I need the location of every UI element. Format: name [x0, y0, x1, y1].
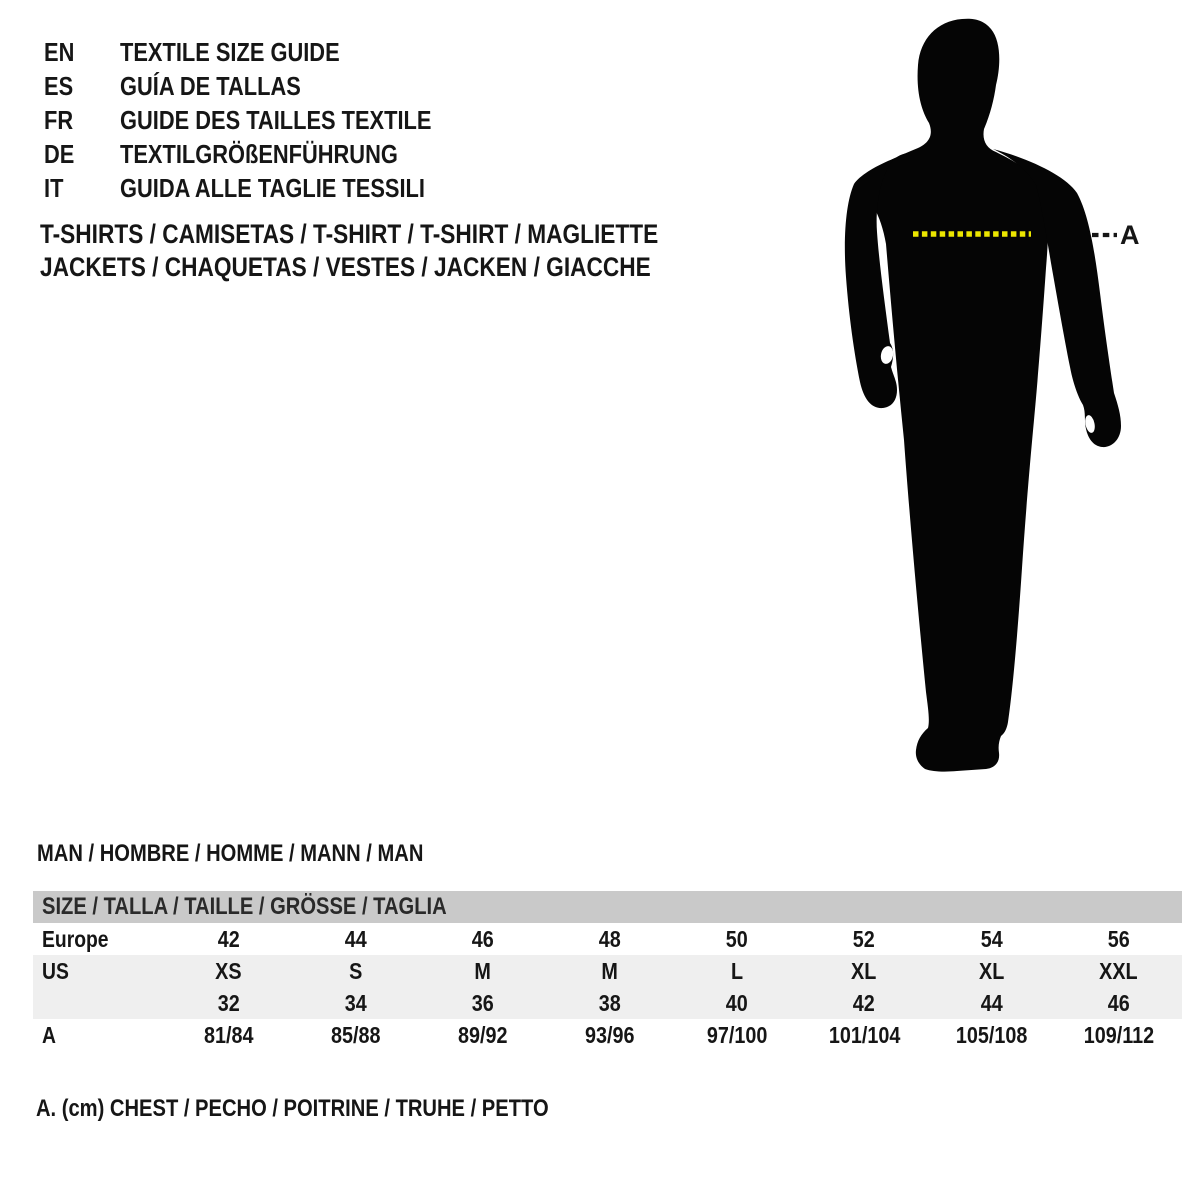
cell-value: 42	[853, 989, 876, 1016]
language-row	[44, 36, 381, 68]
category-text: JACKETS / CHAQUETAS / VESTES / JACKEN / GIACCHE	[40, 252, 651, 282]
language-title: GUIDA ALLE TAGLIE TESSILI	[120, 173, 425, 203]
measure-footnote-text: A. (cm) CHEST / PECHO / POITRINE / TRUHE / PETTO	[36, 1095, 549, 1122]
cell-value: 44	[344, 925, 367, 952]
cell-value: 81/84	[203, 1021, 254, 1048]
size-table	[33, 891, 1182, 1051]
language-title: GUÍA DE TALLAS	[120, 71, 301, 101]
table-row-chest	[33, 1019, 1182, 1051]
row-label: A	[42, 1021, 56, 1048]
cell-value: 109/112	[1083, 1021, 1154, 1048]
table-row-us	[33, 955, 1182, 987]
cell-value: 42	[217, 925, 240, 952]
language-code: IT	[44, 173, 64, 203]
cell-value: 93/96	[585, 1021, 635, 1048]
cell-value: 56	[1107, 925, 1130, 952]
table-row-numeric	[33, 987, 1182, 1019]
cell-value: 101/104	[828, 1021, 900, 1048]
cell-value: XL	[978, 957, 1004, 984]
measure-footnote	[36, 1094, 646, 1124]
cell-value: 105/108	[955, 1021, 1028, 1048]
language-title: GUIDE DES TAILLES TEXTILE	[120, 105, 432, 135]
language-row	[44, 172, 483, 204]
cell-value: XXL	[1099, 957, 1138, 984]
cell-value: M	[474, 957, 492, 984]
cell-value: M	[601, 957, 619, 984]
row-label: US	[42, 957, 69, 984]
cell-value: S	[349, 957, 363, 984]
language-code: DE	[44, 139, 75, 169]
language-row	[44, 104, 491, 136]
table-row-europe	[33, 923, 1182, 955]
category-line	[40, 251, 767, 283]
cell-value: 40	[726, 989, 749, 1016]
language-title: TEXTILE SIZE GUIDE	[120, 37, 340, 67]
section-title-text: MAN / HOMBRE / HOMME / MANN / MAN	[37, 840, 424, 867]
language-row	[44, 70, 335, 102]
man-silhouette	[820, 10, 1150, 785]
row-label: Europe	[42, 925, 109, 952]
cell-value: XL	[851, 957, 877, 984]
cell-value: 54	[980, 925, 1003, 952]
cell-value: 38	[598, 989, 621, 1016]
language-code: ES	[44, 71, 74, 101]
cell-value: L	[731, 957, 744, 984]
cell-value: 46	[471, 925, 494, 952]
measure-label-a: A	[1120, 220, 1140, 250]
language-row	[44, 138, 451, 170]
category-line	[40, 218, 776, 250]
cell-value: 89/92	[458, 1021, 508, 1048]
language-title: TEXTILGRÖßENFÜHRUNG	[120, 139, 398, 169]
cell-value: 34	[344, 989, 367, 1016]
cell-value: 52	[853, 925, 876, 952]
cell-value: 36	[471, 989, 494, 1016]
cell-value: XS	[215, 957, 242, 984]
size-table-header	[33, 891, 1182, 923]
cell-value: 46	[1107, 989, 1130, 1016]
language-code: EN	[44, 37, 75, 67]
cell-value: 44	[980, 989, 1003, 1016]
language-code: FR	[44, 105, 74, 135]
cell-value: 32	[217, 989, 240, 1016]
cell-value: 85/88	[330, 1021, 381, 1048]
category-text: T-SHIRTS / CAMISETAS / T-SHIRT / T-SHIRT / MAGLIETTE	[40, 219, 659, 249]
section-title	[37, 839, 497, 869]
cell-value: 48	[598, 925, 621, 952]
size-table-header-text: SIZE / TALLA / TAILLE / GRÖSSE / TAGLIA	[42, 893, 447, 920]
cell-value: 50	[726, 925, 749, 952]
cell-value: 97/100	[706, 1021, 768, 1048]
